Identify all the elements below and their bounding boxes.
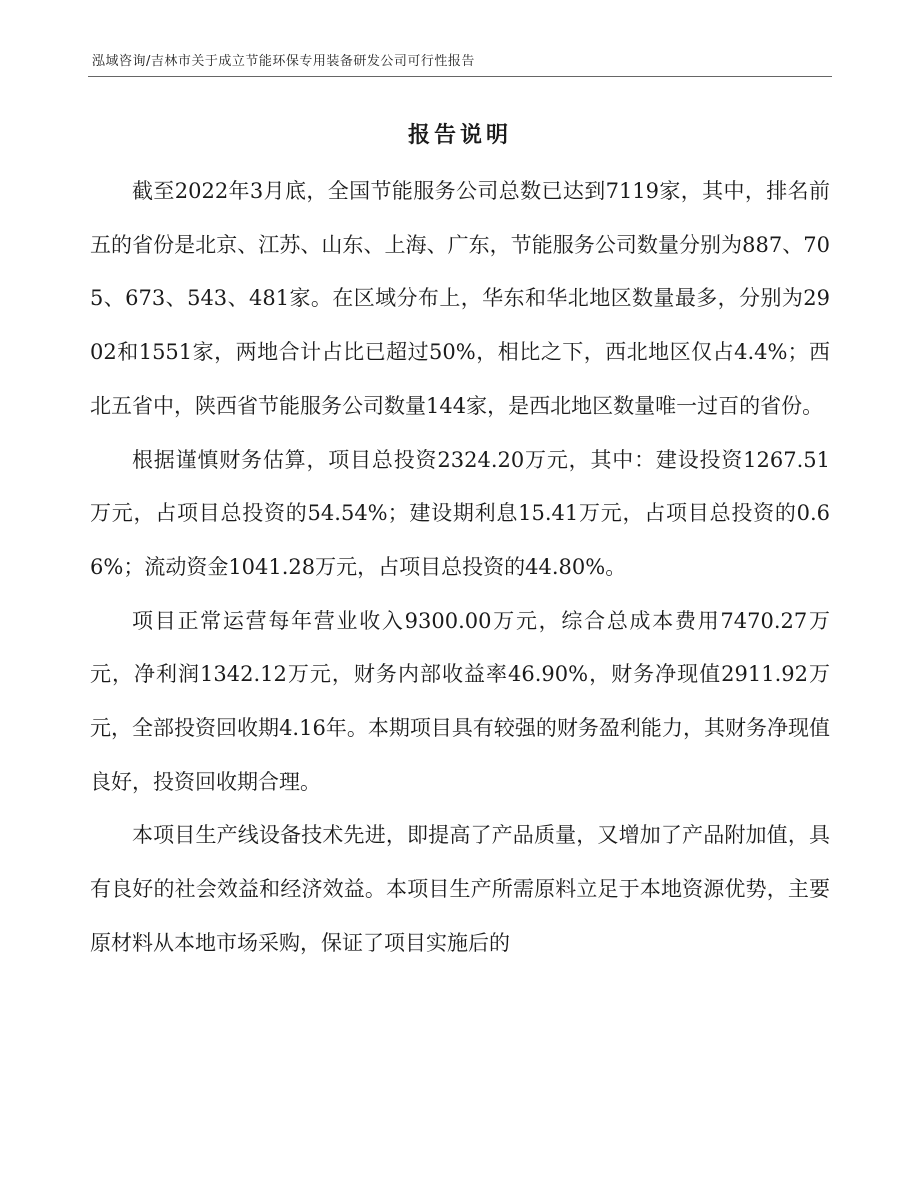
paragraph-market-overview: 截至2022年3月底，全国节能服务公司总数已达到7119家，其中，排名前五的省份是北京、江苏、山东、上海、广东，节能服务公司数量分别为887、705、673、543、481家。在区域分布上，华东和华北地区数量最多，分别为2902和1551家，两地合计占比已超过50%，相比之下，西北地区仅占4.4%；西北五省中，陕西省节能服务公司数量144家，是西北地区数量唯一过百的省份。 [90, 179, 830, 418]
section-title: 报告说明 [407, 123, 512, 148]
paragraph-project-benefits: 本项目生产线设备技术先进，即提高了产品质量，又增加了产品附加值，具有良好的社会效益和经济效益。本项目生产所需原料立足于本地资源优势，主要原材料从本地市场采购，保证了项目实施后的 [90, 823, 830, 955]
header-divider [88, 76, 832, 77]
paragraph-financial-returns: 项目正常运营每年营业收入9300.00万元，综合总成本费用7470.27万元，净利润1342.12万元，财务内部收益率46.90%，财务净现值2911.92万元，全部投资回收期4.16年。本期项目具有较强的财务盈利能力，其财务净现值良好，投资回收期合理。 [90, 608, 830, 794]
running-header: 泓域咨询/吉林市关于成立节能环保专用装备研发公司可行性报告 [92, 54, 475, 69]
report-body [90, 165, 830, 971]
paragraph-investment-estimate: 根据谨慎财务估算，项目总投资2324.20万元，其中：建设投资1267.51万元，占项目总投资的54.54%；建设期利息15.41万元，占项目总投资的0.66%；流动资金1041.28万元，占项目总投资的44.80%。 [90, 447, 830, 579]
